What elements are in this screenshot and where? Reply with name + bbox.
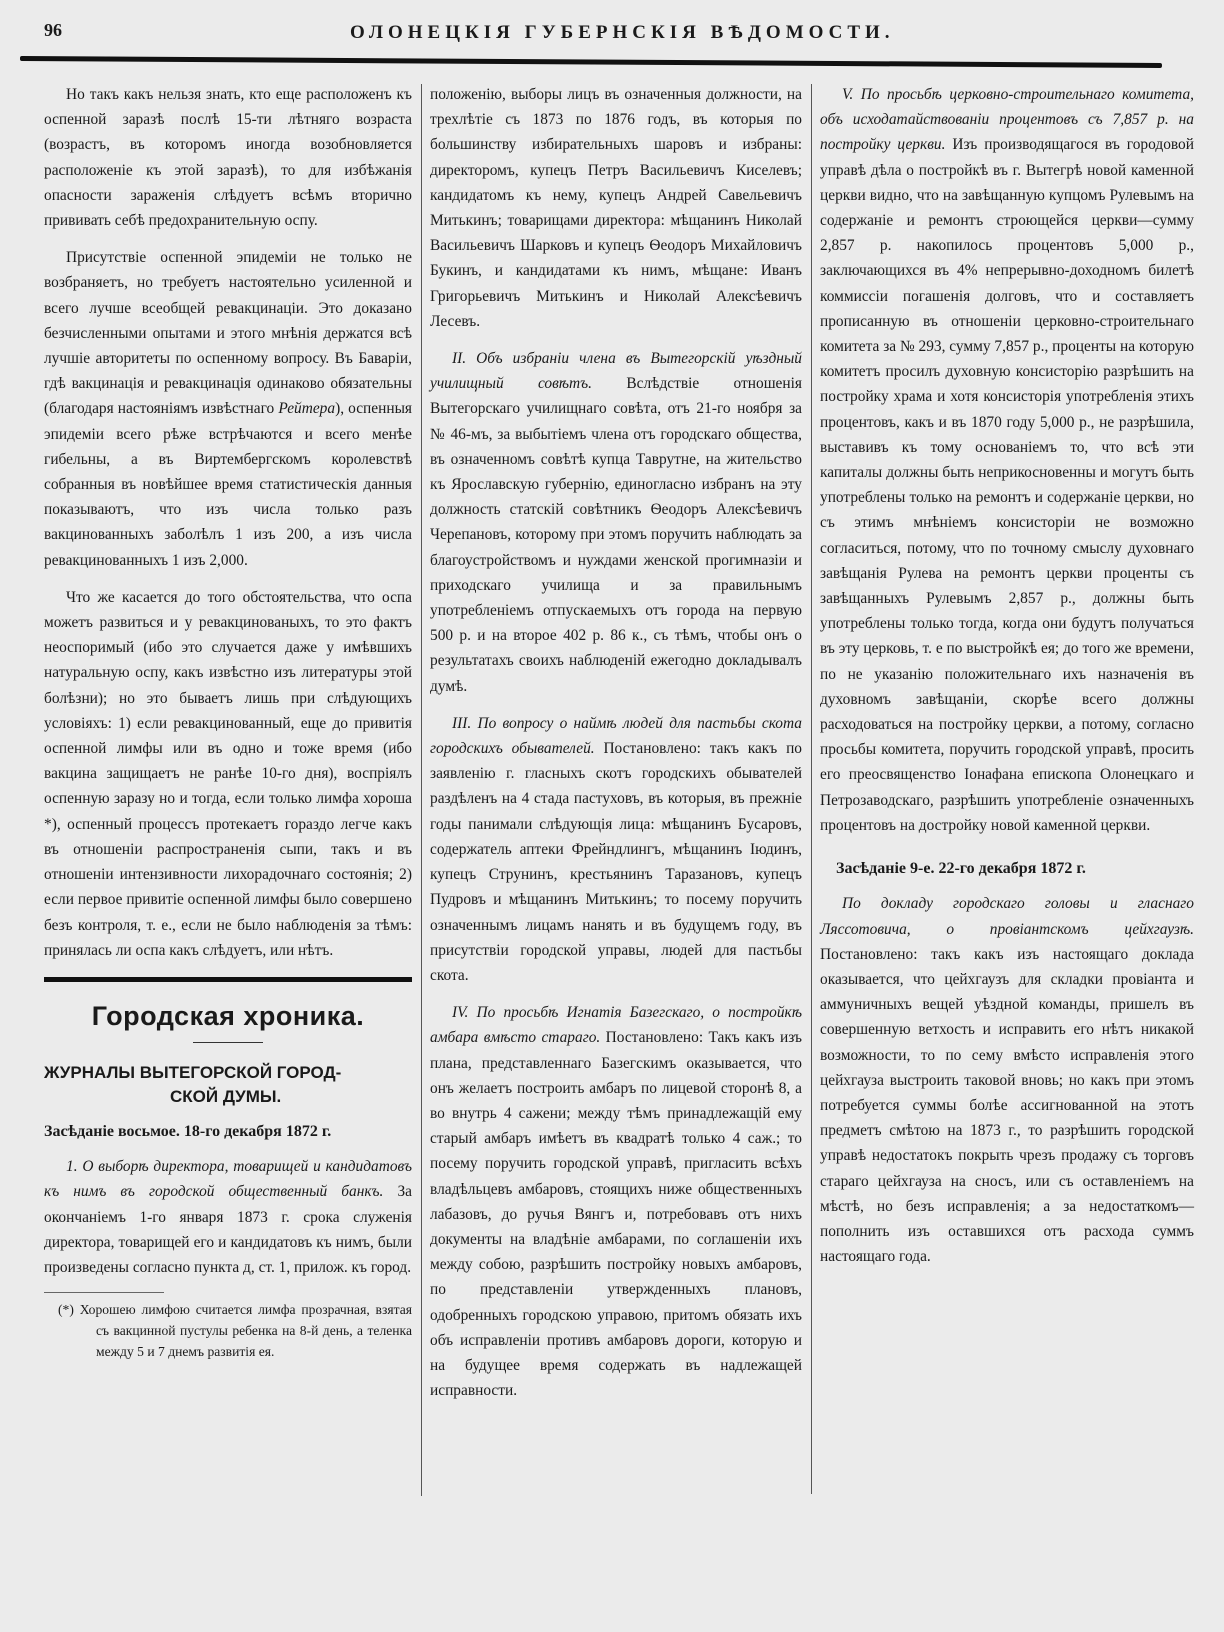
paragraph: Но такъ какъ нельзя знать, кто еще расположенъ къ оспенной заразѣ послѣ 15-ти лѣтняго возраста (возрастъ, въ которомъ иногда возобновляется расположеніе къ этой заразѣ), то для избѣжанія опасности зараженія слѣдуетъ всѣмъ вторично прививать себѣ предохранительную оспу.	[44, 86, 412, 230]
page-number: 96	[44, 20, 62, 40]
paragraph: положенію, выборы лицъ въ означенныя должности, на трехлѣтіе съ 1873 по 1876 годъ, въ которыя по большинству избирательныхъ шаровъ и избраны: директоромъ, купецъ Петръ Васильевичъ Киселевъ; кандидатомъ къ нему, купецъ Андрей Савельевичъ Митькинъ; товарищами директора: мѣщанинъ Николай Васильевичъ Шарковъ и купецъ Ѳеодоръ Михайловичъ Букинъ, и кандидатами къ нимъ, мѣщане: Иванъ Григорьевичъ Митькинъ и Николай Алексѣевичъ Лесевъ.	[430, 86, 802, 330]
item-title: 1. О выборѣ директора, товарищей и кандидатовъ къ нимъ въ городской общественный банкъ.	[44, 1158, 412, 1201]
column-divider-1	[421, 84, 422, 1496]
section-rule	[44, 977, 412, 982]
page-header	[44, 14, 1164, 54]
item-title: II. Объ избраніи члена въ Вытегорскій уѣздный училищный совѣтъ.	[430, 350, 802, 393]
paragraph: Что же касается до того обстоятельства, что оспа можетъ развиться и у ревакцинованыхъ, то это фактъ неоспоримый (ибо это случается даже у имѣвшихъ натуральную оспу, какъ извѣстно изъ литературы этой болѣзни); но это бываетъ лишь при слѣдующихъ условіяхъ: 1) если ревакцинованный, еще до привитія оспенной лимфы или въ одно и тоже время (ибо вакцина защищаетъ не ранѣе 10-го дня), воспріялъ оспенную заразу но и тогда, если только лимфа хороша *), оспенный процессъ протекаетъ гораздо легче какъ въ отношеніи распространенія сыпи, такъ и въ отношеніи интензивности лихорадочнаго состоянія; 2) если первое привитіе оспенной лимфы было совершено безъ контроля, т. е., если не было наблюденія за тѣмъ: принялась ли оспа какъ слѣдуетъ, или нѣтъ.	[44, 588, 412, 959]
journal-title: ЖУРНАЛЫ ВЫТЕГОРСКОЙ ГОРОД- СКОЙ ДУМЫ.	[44, 1062, 342, 1106]
agenda-item: IV. По просьбѣ Игнатія Базегскаго, о постройкѣ амбара вмѣсто стараго. Постановлено: Такъ какъ изъ плана, представленнаго Базегскимъ оказывается, что онъ желаетъ построить амбаръ по лицевой сторонѣ 8, а во внутрь 4 сажени; между тѣмъ принадлежащій ему старый амбаръ имѣетъ въ квадратѣ только 4 саж.; то посему поручить городской управѣ, пригласить всѣхъ владѣльцевъ амбаровъ, стоящихъ ниже общественныхъ лабазовъ, до ручья Вянгъ и, потребовавъ отъ нихъ документы на владѣніе амбарами, по соглашеніи ихъ между собою, разрѣшить постройку новыхъ амбаровъ, по представленіи утвержденныхъ плановъ, одобренныхъ городскою управою, притомъ обязать ихъ объ исправленіи противъ амбаровъ дороги, которую и на будущее время содержать въ надлежащей исправности.	[430, 1004, 802, 1400]
item-title: IV. По просьбѣ Игнатія Базегскаго, о постройкѣ амбара вмѣсто стараго.	[430, 1004, 802, 1047]
column-divider-2	[811, 84, 812, 1494]
agenda-item: II. Объ избраніи члена въ Вытегорскій уѣздный училищный совѣтъ. Вслѣдствіе отношенія Вытегорскаго училищнаго совѣта, отъ 21-го ноября за № 46-мъ, за выбытіемъ члена отъ городскаго общества, въ означенномъ совѣтѣ купца Таврутне, на жительство къ Ярославскую губернію, единогласно избранъ на эту должность статскій совѣтникъ Ѳеодоръ Алексѣевичъ Черепановъ, которому при этомъ поручить наблюдать за благоустройствомъ и нуждами женской прогимназіи и приходскаго училища и за правильнымъ употребленіемъ отпускаемыхъ отъ города на первую 500 р. и на второе 402 р. 86 к., съ тѣмъ, чтобы онъ о результатахъ своихъ наблюденій ежегодно докладывалъ думѣ.	[430, 350, 802, 695]
column-1	[44, 82, 412, 1362]
item-title: III. По вопросу о наймѣ людей для пастьбы скота городскихъ обывателей.	[430, 714, 802, 758]
footnote-rule	[44, 1292, 164, 1293]
agenda-item: III. По вопросу о наймѣ людей для пастьбы скота городскихъ обывателей. Постановлено: такъ какъ по заявленію г. гласныхъ скотъ городскихъ обывателей раздѣленъ на 4 стада пастуховъ, въ которыя, въ прежніе годы панимали слѣдующія лица: мѣщанинъ Бусаровъ, содержатель аптеки Фрейндлингъ, мѣщанинъ Іюдинъ, купецъ Струнинъ, крестьянинъ Таразановъ, купецъ Пудровъ и мѣщанинъ Митькинъ; то посему поручить означеннымъ лицамъ нанять и въ будущемъ году, въ присутствіи городской управы, людей для пастьбы скота.	[430, 714, 802, 984]
column-2	[430, 82, 802, 1415]
header-rule	[20, 56, 1162, 68]
italic-name: Рейтера	[278, 400, 336, 418]
masthead-title: ОЛОНЕЦКІЯ ГУБЕРНСКІЯ ВѢДОМОСТИ.	[350, 22, 895, 43]
item-title: V. По просьбѣ церковно-строительнаго комитета, объ исходатайствованіи процентовъ съ 7,857 р. на постройку церкви.	[820, 86, 1194, 154]
session-heading: Засѣданіе восьмое. 18-го декабря 1872 г.	[44, 1122, 332, 1140]
agenda-item: V. По просьбѣ церковно-строительнаго комитета, объ исходатайствованіи процентовъ съ 7,857 р. на постройку церкви. Изъ производящагося въ городовой управѣ дѣла о постройкѣ въ г. Вытегрѣ новой каменной церкви видно, что на завѣщанную купцомъ Рулевымъ на содержаніе и ремонтъ строющейся церкви—сумму 2,857 р. накопилось процентовъ 5,000 р., заключающихся въ 4% непрерывно-доходномъ билетѣ коммиссіи погашенія долговъ, что и составляетъ прописанную въ отношеніи церковно-строительнаго комитета за № 293, сумму 7,857 р., проценты на которую комитетъ просилъ духовную консисторію разрѣшить на постройку храма и хотя консисторія употребленія этихъ процентовъ, какъ и въ 1870 году 5,000 р., не разрѣшила, выставивъ къ тому основаніемъ то, что всѣ эти капиталы должны быть неприкосновенны и могутъ быть употреблены только на ремонтъ и содержаніе церкви, но съ этимъ мнѣніемъ консисторіи не возможно согласиться, потому, что по точному смыслу духовнаго завѣщанія Рулева на ремонтъ церкви проценты съ завѣщанныхъ Рулевымъ 2,857 р., должны быть употреблены только тогда, когда они будутъ получаться въ эту церковь, т. е по выстройкѣ ея; до того же времени, по не указанію положительнаго ихъ назначенія въ духовномъ завѣщаніи, скорѣе всего должны расходоваться на постройку церкви, а потому, согласно просьбы комитета, поручить городской управѣ, просить его преосвященство Іонафана епископа Олонецкаго и Петрозаводскаго, разрѣшить употребленіе означенныхъ процентовъ на достройку новой каменной церкви.	[820, 86, 1195, 834]
agenda-item: По докладу городскаго головы и гласнаго Ляссотовича, о провіантскомъ цейхгаузѣ. Постановлено: такъ какъ изъ настоящаго доклада оказывается, что цейхгаузъ для складки провіанта и аммуничныхъ вещей уѣздной команды, пришелъ въ совершенную ветхость и исправить его нѣтъ никакой возможности, то по сему вмѣсто исправленія этого цейхгауза выстроить таковой вновь; но какъ при этомъ потребуется суммы болѣе ассигнованной на этотъ предметъ смѣтою на 1873 г., то разрѣшить городской управѣ недостатокъ покрыть чрезъ продажу съ торговъ стараго цейхгауза на сносъ, или съ оставленіемъ на мѣстѣ, но безъ исправленія; а за недостаткомъ—пополнить изъ оставшихся отъ расхода суммъ настоящаго года.	[820, 895, 1194, 1266]
section-heading: Городская хроника.	[91, 1000, 365, 1031]
session-heading: Засѣданіе 9-е. 22-го декабря 1872 г.	[836, 860, 1086, 878]
short-divider	[193, 1042, 263, 1043]
footnote: (*) Хорошею лимфою считается лимфа прозрачная, взятая съ вакцинной пустулы ребенка на 8-й день, а теленка между 5 и 7 днемъ развитія ея.	[58, 1302, 412, 1360]
paragraph: Присутствіе оспенной эпидеміи не только не возбраняетъ, но требуетъ настоятельно усиленной и всего лучше всеобщей ревакцинаціи. Это доказано безчисленными опытами и этого мнѣнія держатся всѣ лучшіе авторитеты по оспенному вопросу. Въ Баваріи, гдѣ вакцинація и ревакцинація одинаково обязательны (благодаря настояніямъ извѣстнаго Рейтера), оспенныя эпидеміи всего рѣже встрѣчаются и всего менѣе гибельны, а въ Виртембергскомъ королевствѣ собранныя въ новѣйшее время статистическія данныя показываютъ, что изъ числа только разъ вакцинованныхъ заболѣлъ 1 изъ 200, а изъ числа ревакцинованныхъ 1 изъ 2,000.	[44, 249, 412, 569]
agenda-item: 1. О выборѣ директора, товарищей и кандидатовъ къ нимъ въ городской общественный банкъ. За окончаніемъ 1-го января 1873 г. срока служенія директора, товарищей его и кандидатовъ къ нимъ, были произведены согласно пункта д, ст. 1, прилож. къ город.	[44, 1158, 412, 1276]
item-title: По докладу городскаго головы и гласнаго Ляссотовича, о провіантскомъ цейхгаузѣ.	[820, 895, 1194, 938]
column-3	[820, 82, 1194, 1281]
